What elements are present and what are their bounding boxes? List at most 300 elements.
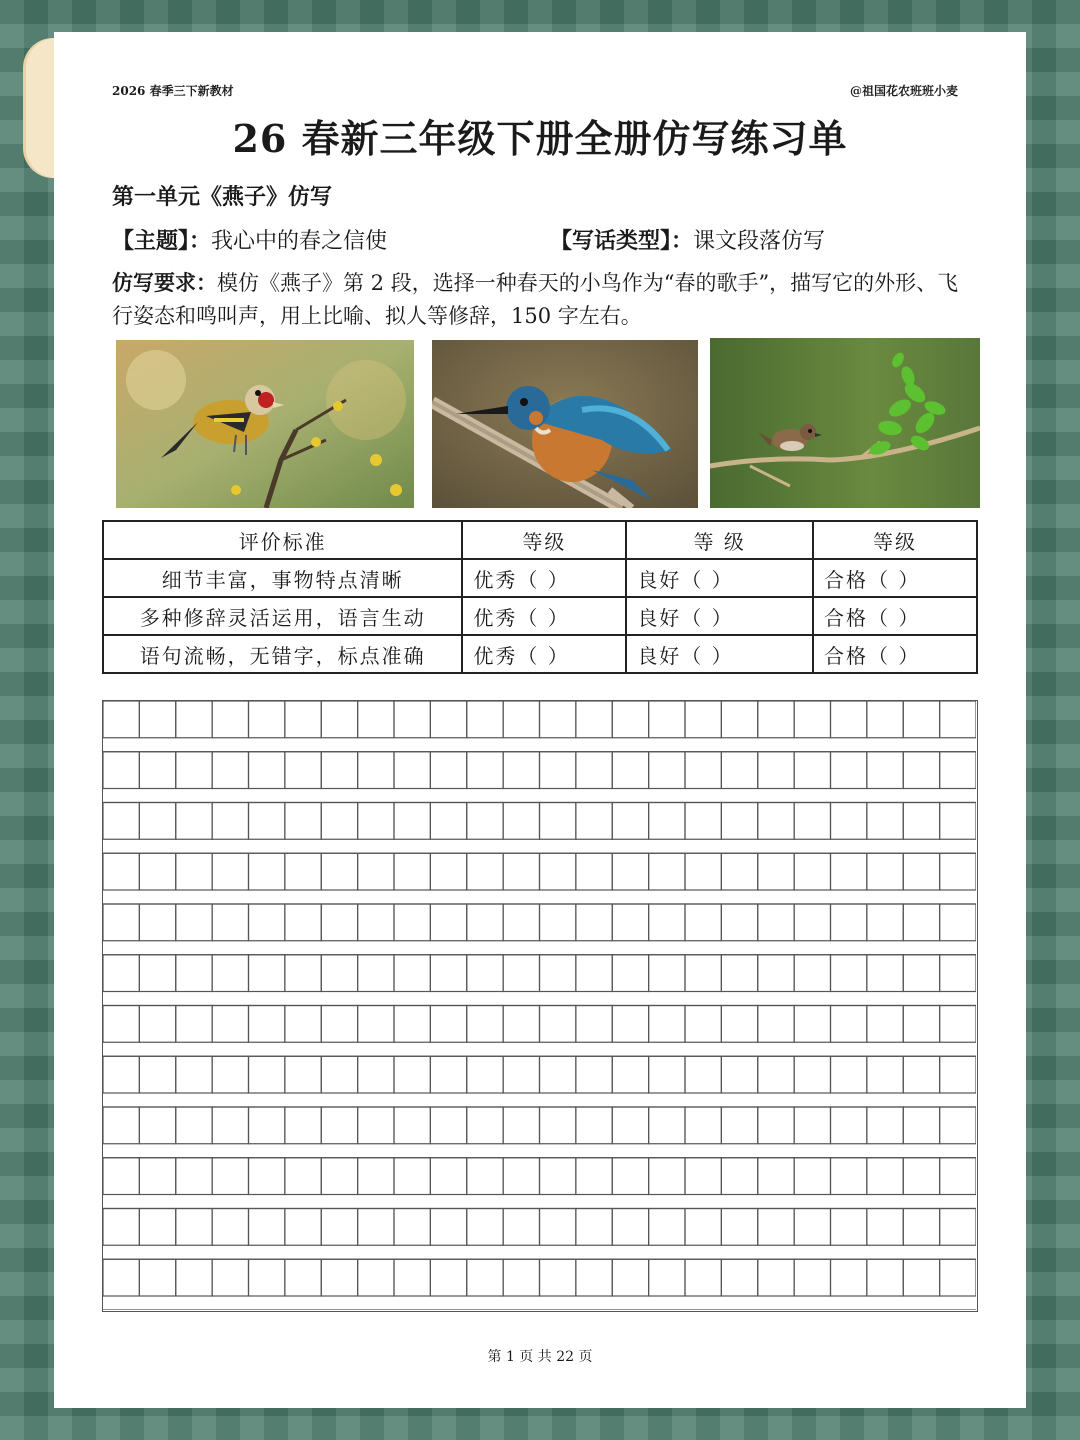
grid-cell[interactable] (285, 803, 321, 840)
grid-cell[interactable] (467, 803, 503, 840)
grid-cell[interactable] (794, 1006, 830, 1043)
grid-cell[interactable] (540, 1209, 576, 1246)
grid-cell[interactable] (794, 701, 830, 738)
grid-cell[interactable] (685, 955, 721, 992)
grid-cell[interactable] (867, 955, 903, 992)
grid-cell[interactable] (612, 1006, 648, 1043)
grid-cell[interactable] (358, 1209, 394, 1246)
grid-cell[interactable] (139, 1006, 175, 1043)
grade-pass-cell[interactable]: 合格（ ） (813, 635, 977, 673)
grid-cell[interactable] (940, 1259, 976, 1296)
grid-cell[interactable] (430, 1209, 466, 1246)
grid-cell[interactable] (358, 701, 394, 738)
grid-cell[interactable] (940, 1209, 976, 1246)
grid-cell[interactable] (867, 904, 903, 941)
grid-cell[interactable] (212, 853, 248, 890)
grid-cell[interactable] (358, 904, 394, 941)
grid-cell[interactable] (940, 1107, 976, 1144)
grid-cell[interactable] (540, 853, 576, 890)
grid-cell[interactable] (903, 1259, 939, 1296)
grid-cell[interactable] (649, 701, 685, 738)
grid-cell[interactable] (103, 1107, 139, 1144)
grid-cell[interactable] (394, 1107, 430, 1144)
grid-cell[interactable] (758, 1158, 794, 1195)
grid-cell[interactable] (831, 701, 867, 738)
grid-cell[interactable] (685, 1107, 721, 1144)
grid-cell[interactable] (612, 752, 648, 789)
grid-cell[interactable] (540, 1259, 576, 1296)
grid-cell[interactable] (576, 1056, 612, 1093)
grid-cell[interactable] (612, 701, 648, 738)
grade-good-cell[interactable]: 良好（ ） (626, 559, 813, 597)
grid-cell[interactable] (358, 1259, 394, 1296)
grid-cell[interactable] (831, 1158, 867, 1195)
grid-cell[interactable] (721, 853, 757, 890)
grade-excellent-cell[interactable]: 优秀（ ） (462, 635, 626, 673)
grid-row[interactable] (103, 853, 976, 890)
grid-cell[interactable] (540, 1158, 576, 1195)
grid-cell[interactable] (139, 803, 175, 840)
grid-cell[interactable] (394, 1259, 430, 1296)
grid-cell[interactable] (139, 955, 175, 992)
grid-cell[interactable] (831, 1107, 867, 1144)
grid-cell[interactable] (103, 1209, 139, 1246)
grid-cell[interactable] (212, 1158, 248, 1195)
grid-cell[interactable] (503, 1158, 539, 1195)
grid-cell[interactable] (249, 1056, 285, 1093)
grid-cell[interactable] (576, 701, 612, 738)
grid-cell[interactable] (176, 752, 212, 789)
grid-cell[interactable] (540, 803, 576, 840)
grid-cell[interactable] (321, 853, 357, 890)
grid-cell[interactable] (176, 955, 212, 992)
grid-cell[interactable] (649, 752, 685, 789)
grid-cell[interactable] (867, 1158, 903, 1195)
grid-cell[interactable] (358, 803, 394, 840)
grid-cell[interactable] (358, 853, 394, 890)
grid-cell[interactable] (285, 701, 321, 738)
grid-cell[interactable] (940, 955, 976, 992)
grid-cell[interactable] (721, 1158, 757, 1195)
grid-cell[interactable] (503, 1056, 539, 1093)
grid-cell[interactable] (794, 1209, 830, 1246)
grid-cell[interactable] (576, 1158, 612, 1195)
grid-cell[interactable] (867, 853, 903, 890)
grid-cell[interactable] (649, 1209, 685, 1246)
grid-cell[interactable] (139, 904, 175, 941)
grid-cell[interactable] (576, 955, 612, 992)
grid-row[interactable] (103, 1259, 976, 1296)
grid-cell[interactable] (903, 1006, 939, 1043)
grid-cell[interactable] (649, 904, 685, 941)
grid-cell[interactable] (758, 955, 794, 992)
grade-excellent-cell[interactable]: 优秀（ ） (462, 559, 626, 597)
grid-cell[interactable] (540, 701, 576, 738)
grid-cell[interactable] (867, 1209, 903, 1246)
grid-cell[interactable] (940, 1006, 976, 1043)
grid-cell[interactable] (467, 1158, 503, 1195)
grid-cell[interactable] (940, 701, 976, 738)
grid-cell[interactable] (139, 1056, 175, 1093)
grid-cell[interactable] (103, 803, 139, 840)
grid-cell[interactable] (430, 803, 466, 840)
grid-cell[interactable] (321, 1006, 357, 1043)
grid-cell[interactable] (103, 701, 139, 738)
grid-cell[interactable] (503, 1006, 539, 1043)
grid-cell[interactable] (649, 1259, 685, 1296)
grid-cell[interactable] (903, 1158, 939, 1195)
grid-cell[interactable] (430, 853, 466, 890)
grid-cell[interactable] (721, 1107, 757, 1144)
grid-cell[interactable] (540, 955, 576, 992)
grid-cell[interactable] (249, 1107, 285, 1144)
grid-cell[interactable] (430, 955, 466, 992)
grid-cell[interactable] (321, 1158, 357, 1195)
grid-cell[interactable] (285, 853, 321, 890)
grid-cell[interactable] (649, 1158, 685, 1195)
grid-cell[interactable] (794, 853, 830, 890)
grid-cell[interactable] (721, 904, 757, 941)
grid-cell[interactable] (903, 1107, 939, 1144)
grid-cell[interactable] (794, 1056, 830, 1093)
grid-cell[interactable] (249, 701, 285, 738)
grid-cell[interactable] (249, 1006, 285, 1043)
grid-cell[interactable] (430, 1107, 466, 1144)
grid-cell[interactable] (940, 853, 976, 890)
grid-cell[interactable] (467, 1209, 503, 1246)
grade-pass-cell[interactable]: 合格（ ） (813, 559, 977, 597)
grid-cell[interactable] (721, 752, 757, 789)
grid-cell[interactable] (685, 1006, 721, 1043)
grid-cell[interactable] (249, 752, 285, 789)
grid-cell[interactable] (540, 904, 576, 941)
grid-cell[interactable] (285, 1209, 321, 1246)
grid-cell[interactable] (139, 1259, 175, 1296)
grid-cell[interactable] (940, 803, 976, 840)
grid-cell[interactable] (176, 803, 212, 840)
writing-grid[interactable] (102, 700, 978, 1312)
grid-cell[interactable] (612, 904, 648, 941)
grid-cell[interactable] (430, 1259, 466, 1296)
grid-cell[interactable] (176, 701, 212, 738)
grid-cell[interactable] (867, 1259, 903, 1296)
grid-cell[interactable] (321, 1209, 357, 1246)
grid-cell[interactable] (394, 955, 430, 992)
grid-cell[interactable] (467, 1056, 503, 1093)
grid-cell[interactable] (576, 803, 612, 840)
grid-cell[interactable] (758, 1056, 794, 1093)
grid-cell[interactable] (358, 1107, 394, 1144)
grid-cell[interactable] (576, 1259, 612, 1296)
grid-row[interactable] (103, 701, 976, 738)
grid-cell[interactable] (212, 904, 248, 941)
grid-cell[interactable] (285, 752, 321, 789)
grid-cell[interactable] (430, 701, 466, 738)
grid-cell[interactable] (540, 1107, 576, 1144)
grid-cell[interactable] (503, 1107, 539, 1144)
grid-cell[interactable] (394, 1158, 430, 1195)
grid-cell[interactable] (503, 955, 539, 992)
grid-cell[interactable] (176, 1056, 212, 1093)
grid-cell[interactable] (285, 1006, 321, 1043)
grid-cell[interactable] (358, 955, 394, 992)
grid-cell[interactable] (394, 752, 430, 789)
grid-cell[interactable] (249, 853, 285, 890)
grid-cell[interactable] (176, 1209, 212, 1246)
grid-cell[interactable] (321, 803, 357, 840)
grid-cell[interactable] (649, 853, 685, 890)
grid-cell[interactable] (903, 1056, 939, 1093)
grid-cell[interactable] (576, 1006, 612, 1043)
grid-cell[interactable] (758, 1006, 794, 1043)
grid-cell[interactable] (831, 1006, 867, 1043)
grid-cell[interactable] (176, 1107, 212, 1144)
grid-cell[interactable] (467, 1107, 503, 1144)
grade-good-cell[interactable]: 良好（ ） (626, 635, 813, 673)
grid-cell[interactable] (758, 701, 794, 738)
grid-cell[interactable] (212, 1259, 248, 1296)
grid-cell[interactable] (467, 955, 503, 992)
grid-cell[interactable] (503, 853, 539, 890)
grid-cell[interactable] (139, 701, 175, 738)
grid-cell[interactable] (831, 1056, 867, 1093)
grid-cell[interactable] (503, 904, 539, 941)
grid-cell[interactable] (467, 752, 503, 789)
grid-row[interactable] (103, 955, 976, 992)
grid-cell[interactable] (831, 803, 867, 840)
grid-cell[interactable] (285, 904, 321, 941)
grid-cell[interactable] (685, 1259, 721, 1296)
grid-cell[interactable] (794, 955, 830, 992)
grid-cell[interactable] (721, 1209, 757, 1246)
grid-cell[interactable] (394, 853, 430, 890)
grid-cell[interactable] (212, 803, 248, 840)
grid-cell[interactable] (103, 955, 139, 992)
grid-cell[interactable] (467, 1006, 503, 1043)
grid-cell[interactable] (685, 1209, 721, 1246)
grid-cell[interactable] (721, 803, 757, 840)
grid-cell[interactable] (212, 955, 248, 992)
grid-cell[interactable] (103, 853, 139, 890)
grid-cell[interactable] (212, 1209, 248, 1246)
grid-cell[interactable] (794, 1259, 830, 1296)
grid-cell[interactable] (831, 955, 867, 992)
grid-cell[interactable] (176, 1006, 212, 1043)
grade-excellent-cell[interactable]: 优秀（ ） (462, 597, 626, 635)
grid-cell[interactable] (831, 1259, 867, 1296)
grid-cell[interactable] (649, 803, 685, 840)
grid-row[interactable] (103, 1158, 976, 1195)
grid-cell[interactable] (139, 752, 175, 789)
grid-cell[interactable] (612, 1209, 648, 1246)
grid-cell[interactable] (139, 1158, 175, 1195)
grid-cell[interactable] (176, 1259, 212, 1296)
grid-cell[interactable] (649, 1006, 685, 1043)
grid-cell[interactable] (394, 803, 430, 840)
grid-cell[interactable] (430, 1006, 466, 1043)
grid-cell[interactable] (831, 752, 867, 789)
grid-cell[interactable] (249, 803, 285, 840)
grid-cell[interactable] (467, 1259, 503, 1296)
grid-cell[interactable] (358, 1056, 394, 1093)
grid-cell[interactable] (103, 1056, 139, 1093)
grid-cell[interactable] (867, 1107, 903, 1144)
grid-cell[interactable] (139, 1107, 175, 1144)
grid-cell[interactable] (212, 1107, 248, 1144)
grid-cell[interactable] (540, 1006, 576, 1043)
grid-cell[interactable] (430, 1158, 466, 1195)
grid-cell[interactable] (212, 701, 248, 738)
grid-cell[interactable] (649, 955, 685, 992)
grid-cell[interactable] (831, 1209, 867, 1246)
grid-cell[interactable] (758, 853, 794, 890)
grid-cell[interactable] (867, 752, 903, 789)
grid-row[interactable] (103, 1209, 976, 1246)
grid-cell[interactable] (685, 853, 721, 890)
grid-cell[interactable] (358, 1158, 394, 1195)
grid-cell[interactable] (430, 904, 466, 941)
grid-cell[interactable] (903, 1209, 939, 1246)
grid-cell[interactable] (394, 701, 430, 738)
grid-cell[interactable] (867, 701, 903, 738)
grid-cell[interactable] (903, 904, 939, 941)
grid-cell[interactable] (103, 1006, 139, 1043)
grid-cell[interactable] (576, 1107, 612, 1144)
grid-cell[interactable] (721, 1259, 757, 1296)
grid-cell[interactable] (249, 1209, 285, 1246)
grid-cell[interactable] (758, 1107, 794, 1144)
grid-cell[interactable] (139, 1209, 175, 1246)
grid-cell[interactable] (321, 701, 357, 738)
grid-cell[interactable] (394, 1056, 430, 1093)
grid-cell[interactable] (285, 1259, 321, 1296)
grid-cell[interactable] (285, 1107, 321, 1144)
grid-cell[interactable] (721, 701, 757, 738)
grid-cell[interactable] (721, 1056, 757, 1093)
grid-cell[interactable] (358, 752, 394, 789)
grid-cell[interactable] (321, 904, 357, 941)
grid-cell[interactable] (103, 752, 139, 789)
grid-cell[interactable] (103, 1259, 139, 1296)
grid-cell[interactable] (612, 1158, 648, 1195)
grid-cell[interactable] (685, 752, 721, 789)
grid-cell[interactable] (321, 752, 357, 789)
grid-cell[interactable] (758, 1209, 794, 1246)
grid-cell[interactable] (685, 1056, 721, 1093)
grid-cell[interactable] (940, 904, 976, 941)
grid-cell[interactable] (503, 1209, 539, 1246)
grid-cell[interactable] (540, 1056, 576, 1093)
grid-cell[interactable] (103, 904, 139, 941)
grid-cell[interactable] (503, 752, 539, 789)
grid-cell[interactable] (940, 1056, 976, 1093)
grid-cell[interactable] (285, 1056, 321, 1093)
grid-cell[interactable] (430, 1056, 466, 1093)
grid-row[interactable] (103, 1107, 976, 1144)
grid-cell[interactable] (612, 955, 648, 992)
grid-cell[interactable] (176, 1158, 212, 1195)
grid-cell[interactable] (612, 1056, 648, 1093)
grid-cell[interactable] (758, 904, 794, 941)
grid-cell[interactable] (831, 853, 867, 890)
grid-cell[interactable] (467, 853, 503, 890)
grid-cell[interactable] (503, 803, 539, 840)
grid-cell[interactable] (649, 1107, 685, 1144)
grid-cell[interactable] (249, 1259, 285, 1296)
grade-good-cell[interactable]: 良好（ ） (626, 597, 813, 635)
grid-cell[interactable] (285, 1158, 321, 1195)
grid-cell[interactable] (867, 803, 903, 840)
grid-cell[interactable] (685, 803, 721, 840)
grid-cell[interactable] (212, 1056, 248, 1093)
grid-cell[interactable] (903, 752, 939, 789)
grid-cell[interactable] (940, 752, 976, 789)
grade-pass-cell[interactable]: 合格（ ） (813, 597, 977, 635)
grid-cell[interactable] (576, 904, 612, 941)
grid-cell[interactable] (721, 955, 757, 992)
grid-cell[interactable] (139, 853, 175, 890)
grid-cell[interactable] (794, 1158, 830, 1195)
grid-cell[interactable] (394, 1006, 430, 1043)
grid-cell[interactable] (758, 752, 794, 789)
grid-cell[interactable] (685, 1158, 721, 1195)
grid-cell[interactable] (867, 1056, 903, 1093)
grid-cell[interactable] (103, 1158, 139, 1195)
grid-cell[interactable] (249, 1158, 285, 1195)
grid-row[interactable] (103, 1006, 976, 1043)
grid-row[interactable] (103, 904, 976, 941)
grid-cell[interactable] (321, 1056, 357, 1093)
grid-cell[interactable] (612, 1107, 648, 1144)
grid-cell[interactable] (831, 904, 867, 941)
grid-cell[interactable] (612, 1259, 648, 1296)
grid-cell[interactable] (503, 701, 539, 738)
grid-cell[interactable] (467, 701, 503, 738)
grid-cell[interactable] (903, 701, 939, 738)
grid-cell[interactable] (721, 1006, 757, 1043)
grid-cell[interactable] (794, 752, 830, 789)
grid-cell[interactable] (794, 1107, 830, 1144)
grid-cell[interactable] (867, 1006, 903, 1043)
grid-cell[interactable] (758, 1259, 794, 1296)
grid-row[interactable] (103, 1056, 976, 1093)
grid-cell[interactable] (321, 1259, 357, 1296)
grid-cell[interactable] (612, 853, 648, 890)
grid-cell[interactable] (758, 803, 794, 840)
grid-cell[interactable] (394, 904, 430, 941)
grid-cell[interactable] (576, 1209, 612, 1246)
grid-cell[interactable] (903, 853, 939, 890)
grid-cell[interactable] (321, 955, 357, 992)
grid-cell[interactable] (212, 752, 248, 789)
grid-cell[interactable] (285, 955, 321, 992)
grid-cell[interactable] (176, 904, 212, 941)
grid-cell[interactable] (576, 752, 612, 789)
grid-cell[interactable] (249, 904, 285, 941)
grid-cell[interactable] (467, 904, 503, 941)
grid-cell[interactable] (503, 1259, 539, 1296)
grid-cell[interactable] (176, 853, 212, 890)
grid-cell[interactable] (903, 955, 939, 992)
grid-cell[interactable] (394, 1209, 430, 1246)
grid-row[interactable] (103, 803, 976, 840)
grid-cell[interactable] (685, 904, 721, 941)
grid-cell[interactable] (649, 1056, 685, 1093)
grid-cell[interactable] (794, 803, 830, 840)
grid-cell[interactable] (903, 803, 939, 840)
grid-cell[interactable] (794, 904, 830, 941)
grid-cell[interactable] (321, 1107, 357, 1144)
